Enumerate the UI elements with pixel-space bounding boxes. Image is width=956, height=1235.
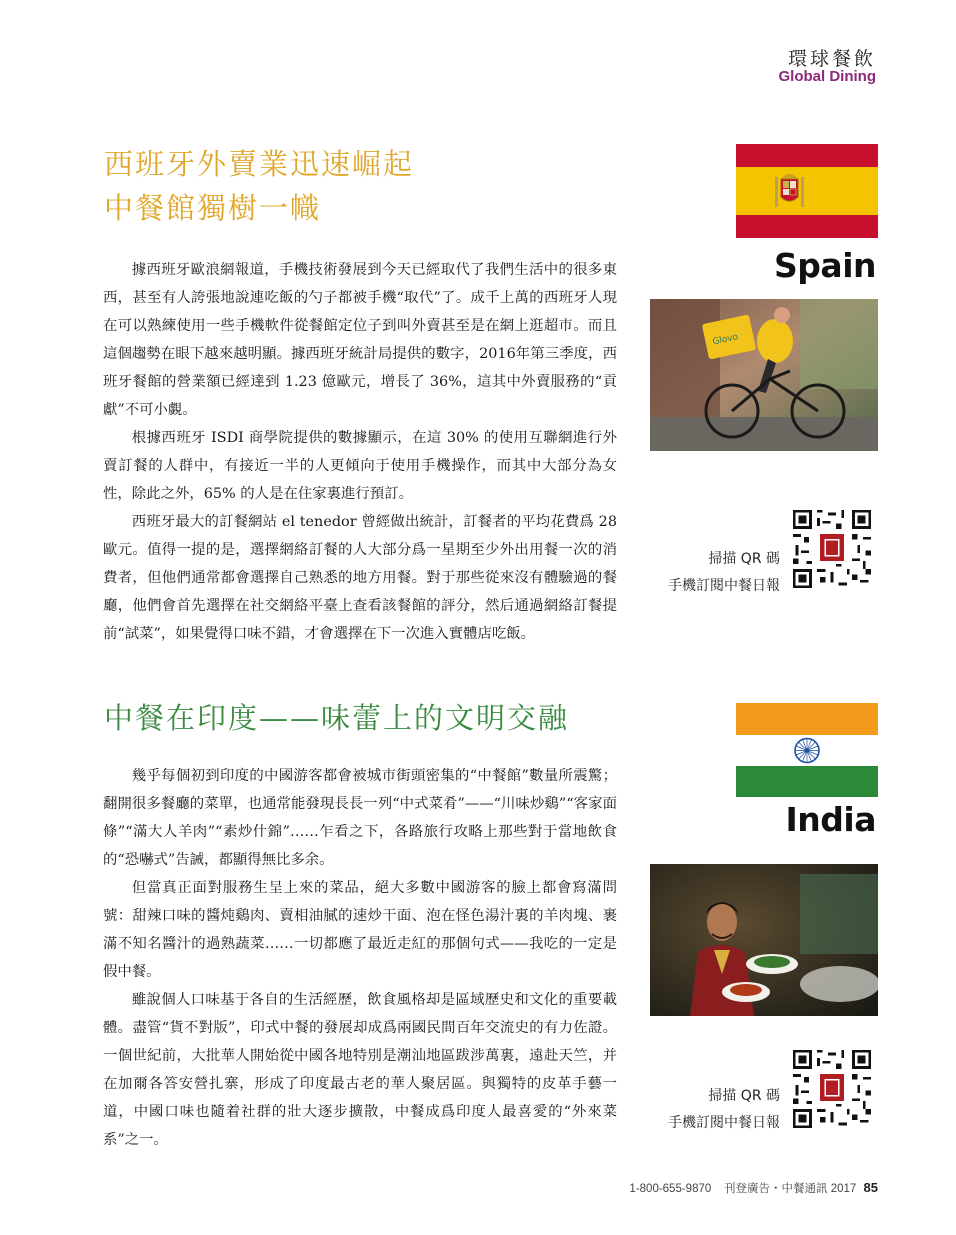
paragraph: 西班牙最大的訂餐網站 el tenedor 曾經做出統計，訂餐者的平均花費爲 28 歐元。值得一提的是，選擇網絡訂餐的人大部分爲一星期至少外出用餐一次的消費者，但他們通常都會選擇自己熟悉的地方用餐。對于那些從來沒有體驗過的餐廳，他們會首先選擇在社交網絡平臺上查看該餐館的評分，然后通過網絡訂餐提前“試菜”，如果覺得口味不錯，才會選擇在下一次進入實體店吃飯。 [103,514,617,642]
page-number: 85 [863,1180,878,1195]
paragraph: 但當真正面對服務生呈上來的菜品，絕大多數中國游客的臉上都會寫滿問號：甜辣口味的醬炖鷄肉、賣相油膩的速炒干面、泡在怪色湯汁裏的羊肉塊、裹滿不知名醬汁的過熟蔬菜……一切都應了最近走紅的那個句式——我吃的一定是假中餐。 [103,880,617,980]
page-footer [629,1180,878,1196]
paragraph: 雖說個人口味基于各自的生活經歷，飲食風格却是區域歷史和文化的重要載體。盡管“貨不對版”，印式中餐的發展却成爲兩國民間百年交流史的有力佐證。一個世紀前，大批華人開始從中國各地特別是潮汕地區跋涉萬裏，遠赴天竺，并在加爾各答安營扎寨，形成了印度最古老的華人聚居區。與獨特的皮革手藝一道，中國口味也隨着社群的壯大逐步擴散，中餐成爲印度人最喜愛的“外來菜系”之一。 [103,992,617,1148]
country-label-india: India [785,800,876,839]
india-flag-icon [736,703,878,797]
country-label-spain: Spain [774,246,876,285]
delivery-cyclist-photo [650,299,878,451]
qr-code-icon[interactable] [793,1050,871,1128]
article-title-spain [104,142,414,230]
qr-caption-line: 掃描 QR 碼 [708,1088,780,1104]
section-title-cn: 環球餐飲 [787,48,876,70]
qr-caption [668,1083,780,1137]
title-line: 西班牙外賣業迅速崛起 [104,147,415,181]
title-line: 中餐館獨樹一幟 [104,191,322,225]
qr-caption-line: 手機訂閱中餐日報 [668,1115,780,1131]
svg-text:Glovo: Glovo [711,332,740,348]
waiter-serving-dish-photo [650,864,878,1016]
qr-code-icon[interactable] [793,510,871,588]
qr-caption-line: 手機訂閱中餐日報 [668,578,780,594]
paragraph: 幾乎每個初到印度的中國游客都會被城市街頭密集的“中餐館”數量所震驚；翻開很多餐廳的菜單，也通常能發現長長一列“中式菜肴”——“川味炒鷄”“客家面條”“滿大人羊肉”“素炒什錦”……乍看之下，各路旅行攻略上那些對于當地飲食的“恐嚇式”告誡，都顯得無比多余。 [103,768,617,868]
qr-caption-line: 掃描 QR 碼 [708,551,780,567]
article-title-india: 中餐在印度——味蕾上的文明交融 [104,701,570,735]
section-title-en: Global Dining [778,68,876,85]
qr-caption [668,546,780,600]
paragraph: 根據西班牙 ISDI 商學院提供的數據顯示，在這 30% 的使用互聯網進行外賣訂餐的人群中，有接近一半的人更傾向于使用手機操作，而其中大部分為女性，除此之外，65% 的人是在住家裏進行預訂。 [103,430,617,502]
article-body-spain [103,256,617,648]
footer-phone: 1-800-655-9870 [629,1183,712,1195]
footer-publication: 刊登廣告・中餐通訊 2017 [724,1183,857,1195]
paragraph: 據西班牙歐浪網報道，手機技術發展到今天已經取代了我們生活中的很多東西，甚至有人誇張地說連吃飯的勺子都被手機“取代”了。成千上萬的西班牙人現在可以熟練使用一些手機軟件從餐館定位子到叫外賣甚至是在網上逛超市。而且這個趨勢在眼下越來越明顯。據西班牙統計局提供的數字，2016年第三季度，西班牙餐館的營業額已經達到 1.23 億歐元，增長了 36%，這其中外賣服務的“貢獻”不可小覷。 [103,262,617,418]
spain-flag-icon [736,144,878,238]
article-body-india [103,762,617,1154]
